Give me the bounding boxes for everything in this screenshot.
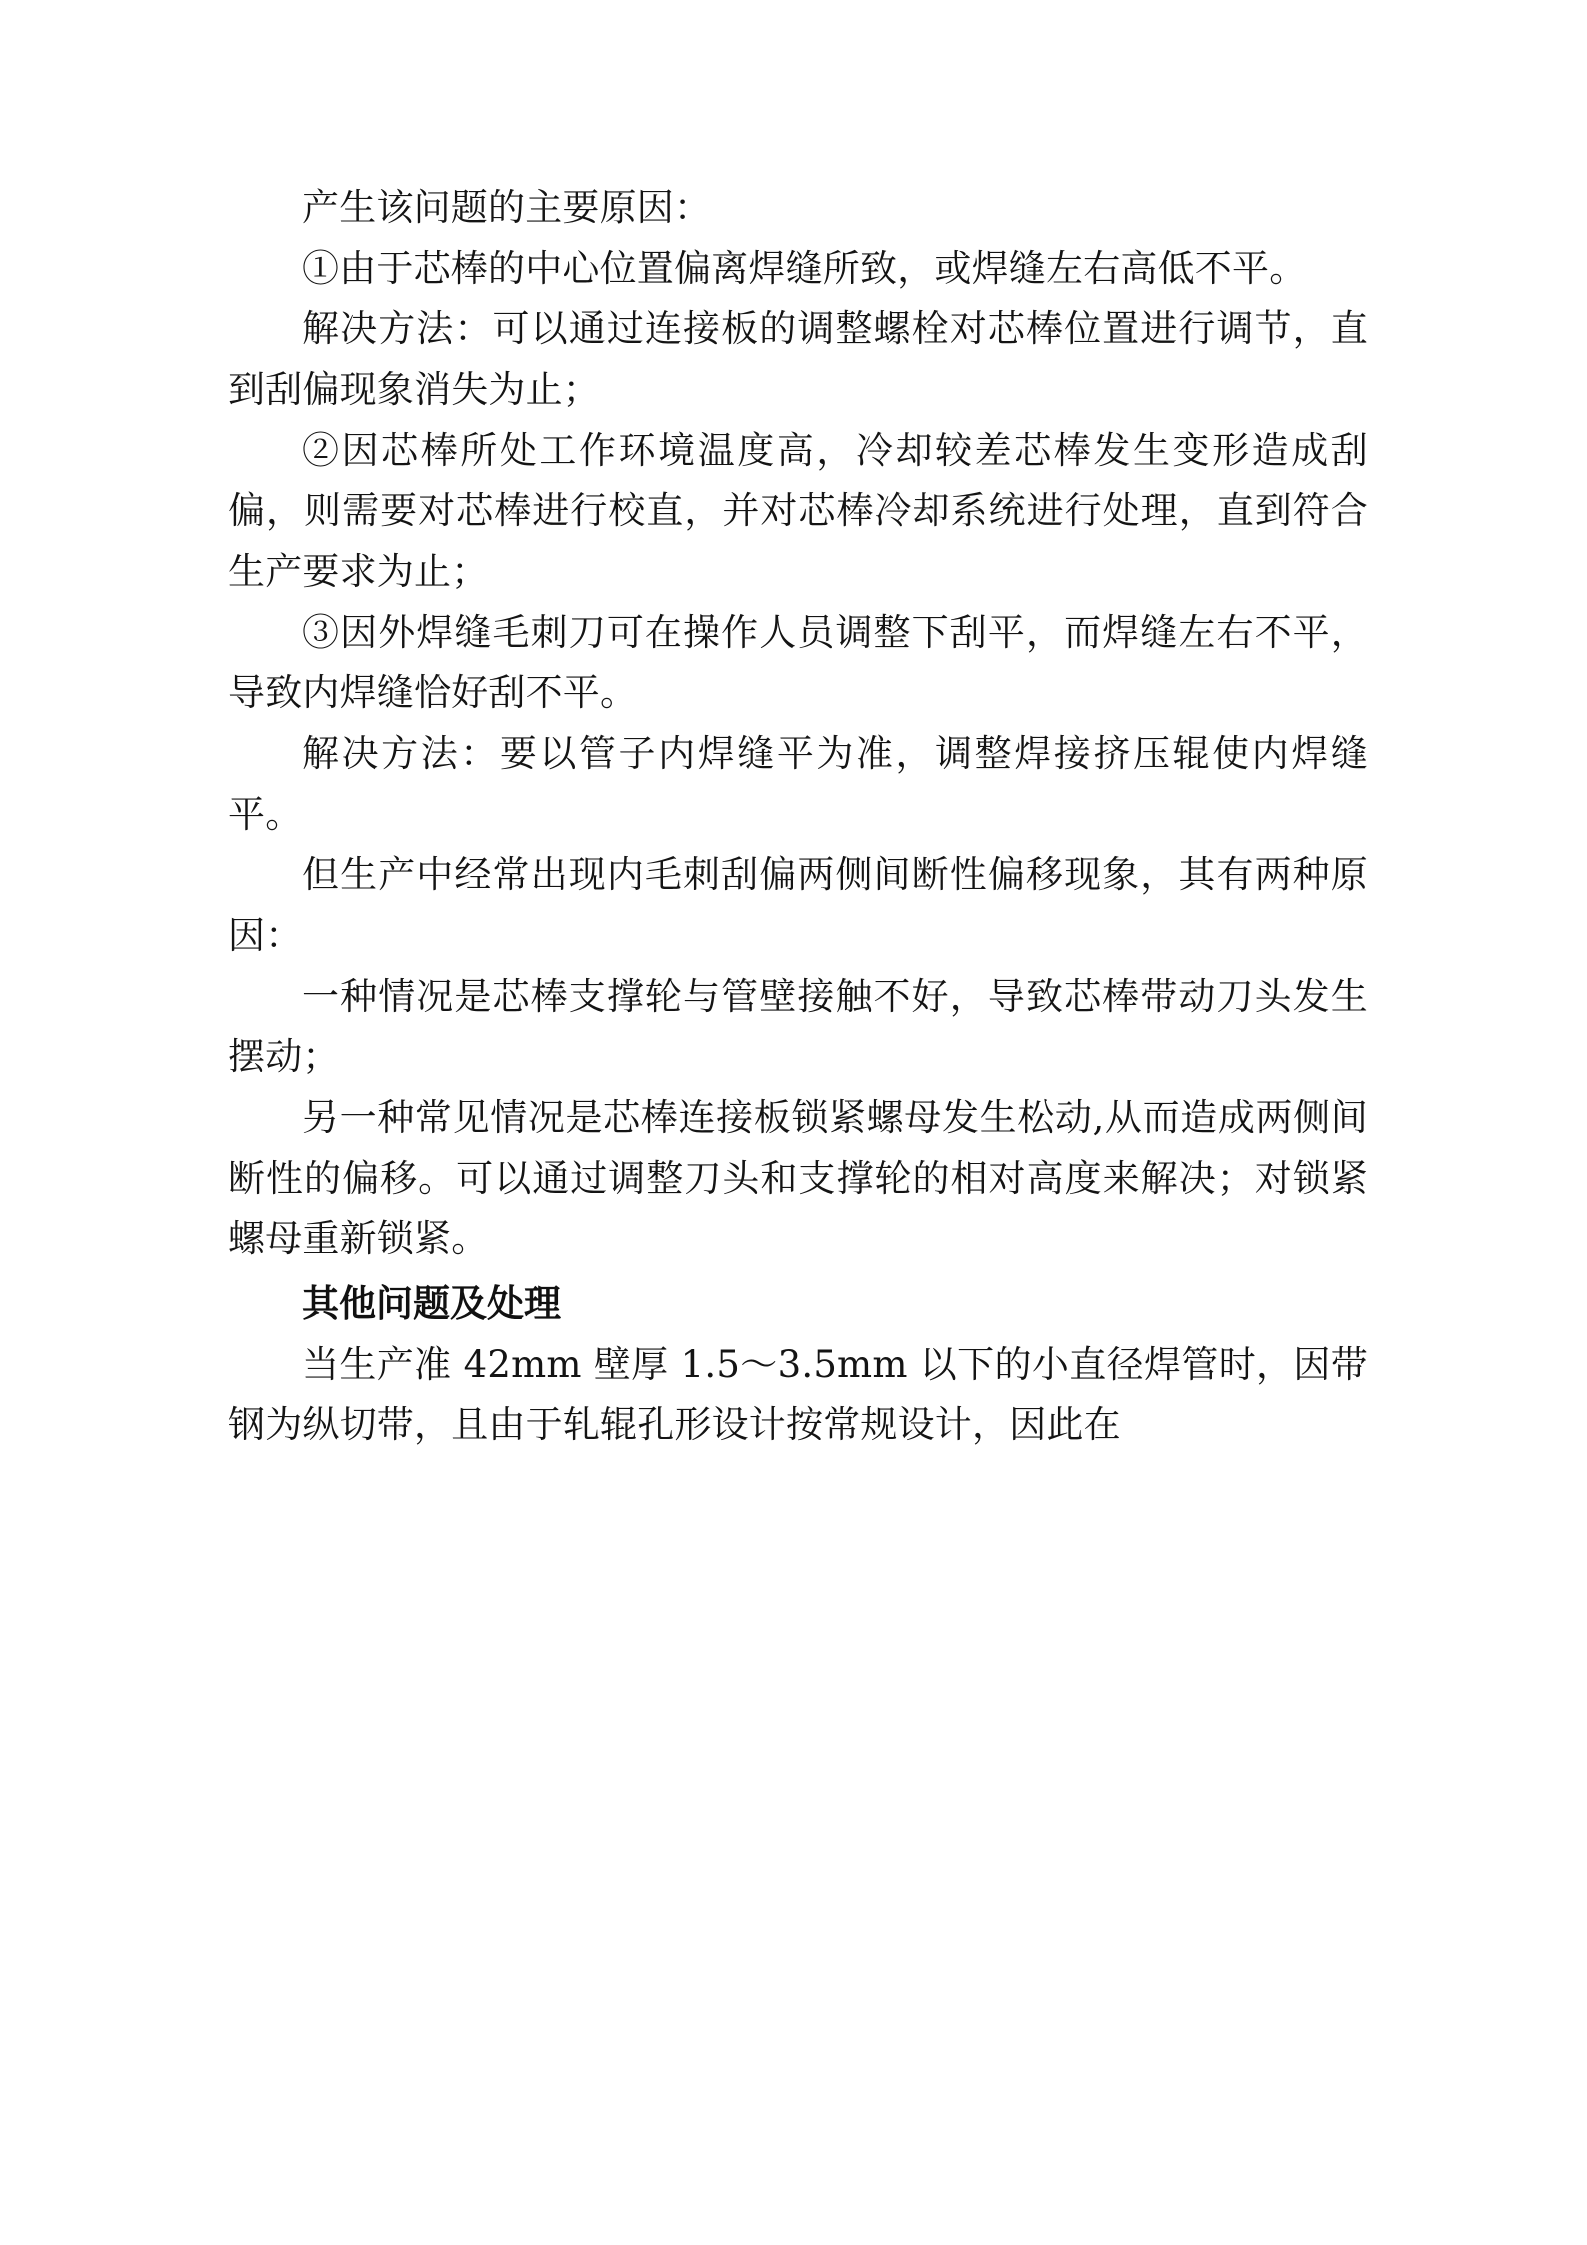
- paragraph-reason-a: 一种情况是芯棒支撑轮与管壁接触不好，导致芯棒带动刀头发生摆动；: [228, 974, 1368, 1079]
- paragraph-solution-3: 解决方法：要以管子内焊缝平为准，调整焊接挤压辊使内焊缝平。: [228, 732, 1368, 836]
- paragraph-reason-b: 另一种常见情况是芯棒连接板锁紧螺母发生松动,从而造成两侧间断性的偏移。可以通过调整刀头和支撑轮的相对高度来解决；对锁紧螺母重新锁紧。: [228, 1096, 1368, 1261]
- paragraph-solution-1: 解决方法：可以通过连接板的调整螺栓对芯棒位置进行调节，直到刮偏现象消失为止；: [228, 307, 1368, 412]
- paragraph-intro: 产生该问题的主要原因：: [302, 186, 712, 229]
- paragraph-cause-2: ②因芯棒所处工作环境温度高，冷却较差芯棒发生变形造成刮偏，则需要对芯棒进行校直，并对芯棒冷却系统进行处理，直到符合生产要求为止；: [228, 428, 1368, 594]
- paragraph-closing: 当生产准 42mm 壁厚 1.5～3.5mm 以下的小直径焊管时，因带钢为纵切带，且由于轧辊孔形设计按常规设计，因此在: [228, 1342, 1368, 1447]
- paragraph-cause-1: ①由于芯棒的中心位置偏离焊缝所致，或焊缝左右高低不平。: [302, 246, 1307, 290]
- page-text-column: [228, 178, 1368, 1456]
- paragraph-cause-3: ③因外焊缝毛刺刀可在操作人员调整下刮平，而焊缝左右不平，导致内焊缝恰好刮不平。: [228, 610, 1368, 715]
- paragraph-observation: 但生产中经常出现内毛刺刮偏两侧间断性偏移现象，其有两种原因：: [228, 853, 1368, 958]
- section-heading-other-issues: 其他问题及处理: [302, 1282, 561, 1326]
